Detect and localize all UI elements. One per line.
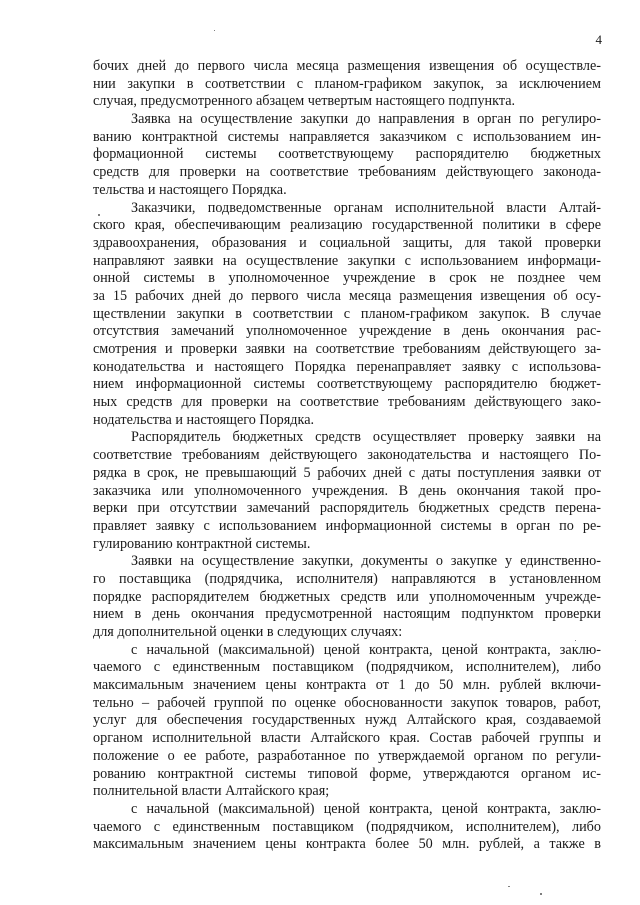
text-line: ванию контрактной системы направляется заказчиком с использованием ин- bbox=[93, 128, 601, 145]
paragraph bbox=[93, 200, 601, 430]
text-line: услуг для обеспечения государственных нужд Алтайского края, создаваемой bbox=[93, 712, 601, 729]
text-line: положение о ее работе, разработанное по утверждаемой органом по регули- bbox=[93, 747, 601, 764]
scan-speck bbox=[540, 893, 542, 895]
text-line: онной системы в уполномоченное учреждение в срок не позднее чем bbox=[93, 270, 601, 287]
text-line: нием в день окончания предусмотренной настоящим подпунктом проверки bbox=[93, 606, 601, 623]
text-line: рядка в срок, не превышающий 5 рабочих дней с даты поступления заявки от bbox=[93, 464, 601, 481]
text-line: максимальным значением цены контракта более 50 млн. рублей, а также в bbox=[93, 836, 601, 853]
paragraph bbox=[93, 58, 601, 111]
text-line: с начальной (максимальной) ценой контракта, ценой контракта, заклю- bbox=[131, 641, 601, 658]
text-line: ществлении закупки в соответствии с планом-графиком закупок. В случае bbox=[93, 305, 601, 322]
text-line: чаемого с единственным поставщиком (подрядчиком, исполнителем), либо bbox=[93, 818, 601, 835]
scan-speck bbox=[508, 886, 510, 887]
text-line: заказчика или уполномоченного учреждения. В день окончания такой про- bbox=[93, 482, 601, 499]
paragraph bbox=[93, 111, 601, 199]
paragraph bbox=[93, 642, 601, 801]
text-line: органом исполнительной власти Алтайского края. Состав рабочей группы и bbox=[93, 730, 601, 747]
text-line: порядке распорядителем бюджетных средств или уполномоченным учрежде- bbox=[93, 588, 601, 605]
paragraph bbox=[93, 429, 601, 553]
text-line: нодательства и настоящего Порядка. bbox=[93, 411, 315, 428]
text-line: Заявка на осуществление закупки до направления в орган по регулиро- bbox=[131, 111, 601, 128]
text-line: для дополнительной оценки в следующих случаях: bbox=[93, 624, 403, 640]
text-line: направляют заявки на осуществление закупки с использованием информаци- bbox=[93, 252, 601, 269]
text-line: гулированию контрактной системы. bbox=[93, 535, 311, 552]
text-line: нии закупки в соответствии с планом-графиком закупок, за исключением bbox=[93, 75, 601, 92]
scan-speck bbox=[214, 30, 215, 31]
text-line: тельно – рабочей группой по оценке обоснованности закупок товаров, работ, bbox=[93, 694, 601, 711]
text-line: полнительной власти Алтайского края; bbox=[93, 783, 330, 800]
text-line: с начальной (максимальной) ценой контракта, ценой контракта, заклю- bbox=[131, 800, 601, 817]
text-line: за 15 рабочих дней до первого числа месяца размещения извещения об осу- bbox=[93, 287, 601, 304]
text-line: рованию контрактной системы типовой форме, утверждаются органом ис- bbox=[93, 765, 601, 782]
text-line: верки при отсутствии замечаний распорядитель бюджетных средств перена- bbox=[93, 500, 601, 517]
text-line: максимальным значением цены контракта от 1 до 50 млн. рублей включи- bbox=[93, 677, 601, 694]
text-line: правляет заявку с использованием информационной системы в орган по ре- bbox=[93, 517, 601, 534]
page-number: 4 bbox=[595, 32, 602, 47]
document-body bbox=[93, 58, 601, 854]
text-line: ных средств для проверки на соответствие требованиям действующего зако- bbox=[93, 394, 601, 411]
scan-speck bbox=[575, 640, 576, 641]
text-line: бочих дней до первого числа месяца размещения извещения об осуществле- bbox=[93, 58, 601, 74]
text-line: смотрения и проверки заявки на соответствие требованиям действующего за- bbox=[93, 341, 601, 357]
paragraph bbox=[93, 801, 601, 854]
text-line: Заказчики, подведомственные органам исполнительной власти Алтай- bbox=[131, 199, 601, 216]
text-line: здравоохранения, образования и социальной защиты, для такой проверки bbox=[93, 234, 601, 251]
text-line: соответствие требованиям действующего законодательства и настоящего По- bbox=[93, 447, 601, 464]
text-line: конодательства и настоящего Порядка перенаправляет заявку с использова- bbox=[93, 358, 601, 375]
paragraph bbox=[93, 553, 601, 641]
text-line: чаемого с единственным поставщиком (подрядчиком, исполнителем), либо bbox=[93, 659, 601, 676]
text-line: средств для проверки на соответствие требованиям действующего законода- bbox=[93, 164, 601, 181]
text-line: ского края, обеспечивающим реализацию государственной политики в сфере bbox=[93, 217, 601, 234]
text-line: случая, предусмотренного абзацем четвертым настоящего подпункта. bbox=[93, 93, 516, 110]
text-line: Распорядитель бюджетных средств осуществляет проверку заявки на bbox=[131, 429, 601, 446]
text-line: го поставщика (подрядчика, исполнителя) направляются в установленном bbox=[93, 570, 601, 587]
text-line: формационной системы соответствующему распорядителю бюджетных bbox=[93, 146, 601, 163]
text-line: Заявки на осуществление закупки, документы о закупке у единственно- bbox=[131, 553, 601, 570]
text-line: отсутствия замечаний уполномоченное учреждение в день окончания рас- bbox=[93, 323, 601, 340]
scan-speck bbox=[98, 214, 100, 216]
text-line: нием информационной системы соответствующему распорядителю бюджет- bbox=[93, 376, 601, 393]
text-line: тельства и настоящего Порядка. bbox=[93, 181, 287, 198]
